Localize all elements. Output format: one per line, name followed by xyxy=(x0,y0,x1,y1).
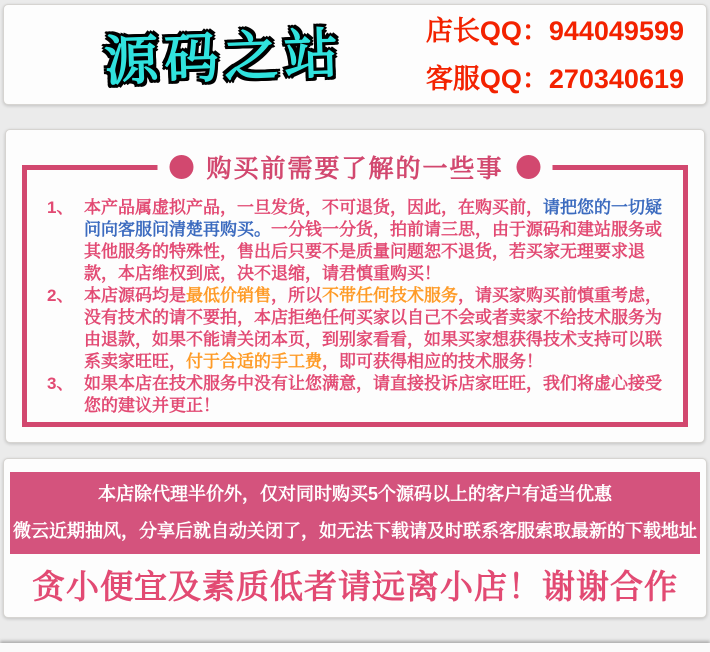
owner-qq-label: 店长QQ： xyxy=(425,16,549,46)
notice-box xyxy=(22,155,688,427)
header-panel xyxy=(3,4,707,105)
promo-banner xyxy=(10,472,700,554)
term-3-marker: 3、 xyxy=(47,374,74,393)
promo-panel xyxy=(3,458,707,618)
term-2-seg-7: ，即可获得相应的技术服务！ xyxy=(322,352,543,371)
title-dot-right-icon xyxy=(517,155,541,179)
term-item-2 xyxy=(47,285,669,373)
store-logo: 源码之站 xyxy=(103,23,346,93)
term-1-seg-1: 本产品属虚拟产品，一旦发货，不可退货，因此，在购买前， xyxy=(84,198,543,217)
qq-contact-block xyxy=(426,18,684,93)
term-item-3 xyxy=(47,373,669,417)
owner-qq-number: 944049599 xyxy=(548,16,684,46)
term-2-seg-2-highlight: 最低价销售 xyxy=(186,286,271,305)
term-1-seg-2-highlight: 请把您的一切疑问向客服问清楚再购买。 xyxy=(84,198,662,239)
notice-title: 购买前需要了解的一些事 xyxy=(206,155,504,183)
term-3-seg-1: 如果本店在技术服务中没有让您满意，请直接投诉店家旺旺，我们将虚心接受您的建议并更正！ xyxy=(84,374,662,415)
term-3-text xyxy=(84,373,669,417)
promo-banner-line-2: 微云近期抽风，分享后就自动关闭了，如无法下载请及时联系客服索取最新的下载地址 xyxy=(13,521,697,541)
notice-title-row xyxy=(157,150,552,184)
notice-panel xyxy=(5,129,705,443)
term-1-text xyxy=(84,197,669,285)
term-1-seg-3: 一分钱一分货，拍前请三思，由于源码和建站服务或其他服务的特殊性，售出后只要不是质量问题恕不退货，若买家无理要求退款，本店维权到底，决不退缩，请君慎重购买！ xyxy=(84,220,662,283)
promo-banner-line-1: 本店除代理半价外，仅对同时购买5个源码以上的客户有适当优惠 xyxy=(97,484,612,504)
service-qq-label: 客服QQ： xyxy=(425,64,549,94)
term-item-1 xyxy=(47,197,669,285)
term-2-seg-5: ，请买家购买前慎重考虑，没有技术的请不要拍，本店拒绝任何买家以自己不会或者卖家不给技术服务为由退款，如果不能请关闭本页，到别家看看，如果买家想获得技术支持可以联系卖家旺旺， xyxy=(84,286,662,371)
term-2-seg-1: 本店源码均是 xyxy=(84,286,186,305)
term-2-text xyxy=(84,285,669,373)
terms-list xyxy=(27,170,683,417)
service-qq-row xyxy=(426,66,684,93)
service-qq-number: 270340619 xyxy=(548,64,684,94)
owner-qq-row xyxy=(426,18,684,45)
term-1-marker: 1、 xyxy=(47,198,74,217)
bottom-panel-edge xyxy=(0,643,710,652)
term-2-seg-4-highlight: 不带任何技术服务 xyxy=(322,286,458,305)
warning-text: 贪小便宜及素质低者请远离小店！谢谢合作 xyxy=(32,568,678,605)
term-2-marker: 2、 xyxy=(47,286,74,305)
term-2-seg-3: ，所以 xyxy=(271,286,322,305)
term-2-seg-6-highlight: 付于合适的手工费 xyxy=(186,352,322,371)
title-dot-left-icon xyxy=(169,155,193,179)
